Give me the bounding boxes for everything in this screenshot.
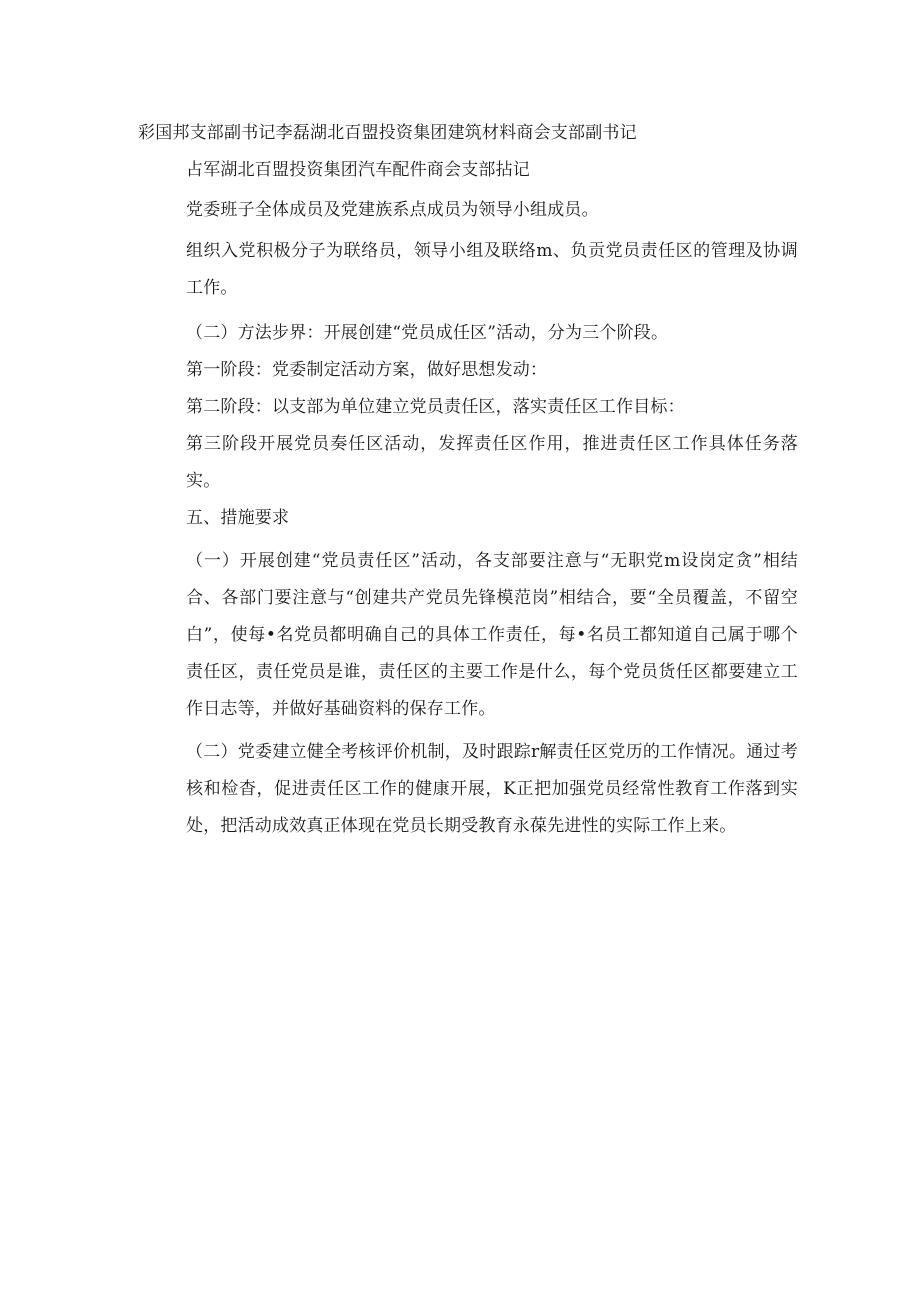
paragraph-liaison: 组织入党积极分子为联络员，领导小组及联络m、负贡党员责任区的管理及协调工作。 bbox=[186, 241, 798, 298]
paragraph-measure-two: （二）党委建立健全考核评价机制，及时跟踪r解责任区党历的工作情况。通过考核和检杳，促进责任区工作的健康开展，K正把加强党员经常性教育工作落到实处，把活动成效真正体现在党员长期受教育永葆先进性的实际工作上来。 bbox=[186, 742, 798, 836]
paragraph-method-steps: （二）方法步界：开展创建“党员成任区”活动，分为三个阶段。 bbox=[186, 323, 669, 343]
text-line-1: 彩国邦支部副书记李磊湖北百盟投资集团建筑材料商会支部副书记 bbox=[138, 123, 637, 143]
paragraph-stage-one: 第一阶段：党委制定活动方案，做好思想发动： bbox=[186, 360, 548, 380]
paragraph-leading-group: 党委班子全体成员及党建族系点成员为领导小组成员。 bbox=[186, 200, 599, 220]
paragraph-measure-one: （一）开展创建“党员责任区”活动，各支部要注意与“无职党m设岗定贪”相结合、各部门要注意与“创建共产党员先锋模范岗”相结合，要“全员覆盖，不留空白”，使每•名党员都明确自己的具体工作责任，每•名员工都知道自己属于哪个责任区，责任党员是谁，责任区的主要工作是什么，每个党员货任区都要建立工作日志等，并做好基础资料的保存工作。 bbox=[186, 551, 798, 719]
document-body bbox=[138, 122, 798, 845]
section-heading-measures: 五、措施要求 bbox=[186, 508, 290, 528]
paragraph-stage-three: 第三阶段开展党员奏任区活动，发挥责任区作用，推进责任区工作具体任务落实。 bbox=[186, 434, 798, 491]
paragraph-stage-two: 第二阶段：以支部为单位建立党员责任区，落实责任区工作目标： bbox=[186, 397, 685, 417]
text-line-2: 占军湖北百盟投资集团汽车配件商会支部拈记 bbox=[186, 160, 530, 180]
